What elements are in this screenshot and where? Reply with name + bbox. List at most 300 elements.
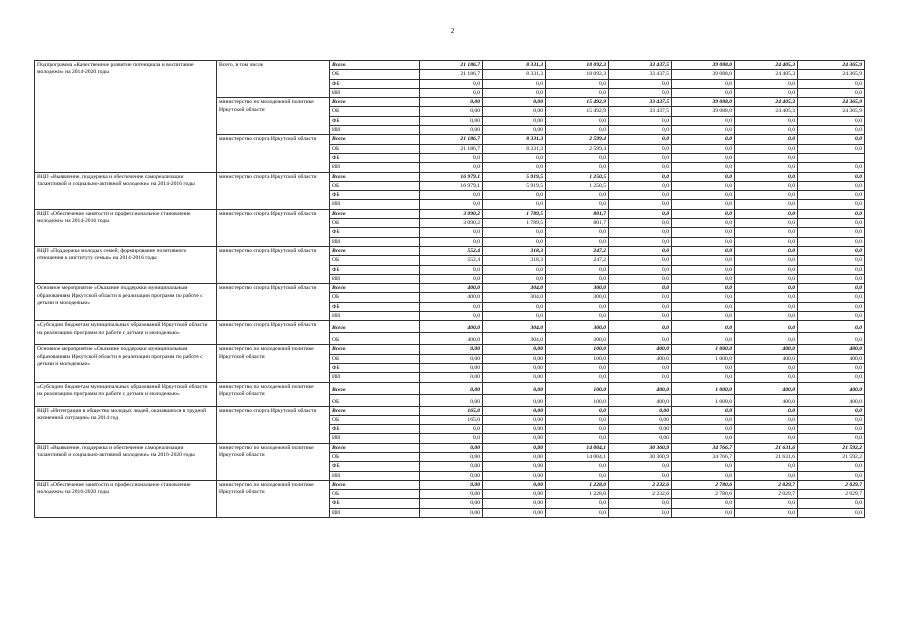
value-cell: 14 004,1 (546, 452, 609, 461)
value-cell: 0,0 (735, 293, 798, 302)
value-cell: 165,0 (420, 415, 483, 424)
funding-source-cell: ОБ (330, 415, 420, 424)
table-row (35, 172, 865, 181)
value-cell: 0,00 (483, 98, 546, 107)
value-cell: 2 780,6 (672, 480, 735, 489)
value-cell: 0,0 (672, 228, 735, 237)
value-cell: 0,0 (546, 363, 609, 372)
value-cell: 0,00 (483, 490, 546, 499)
value-cell: 0,0 (483, 88, 546, 97)
value-cell: 0,0 (546, 116, 609, 125)
value-cell: 1 789,5 (483, 209, 546, 218)
value-cell: 0,0 (546, 163, 609, 172)
value-cell: 0,0 (672, 425, 735, 434)
value-cell: 0,0 (735, 153, 798, 162)
value-cell: 400,0 (735, 394, 798, 406)
value-cell: 0,00 (609, 425, 672, 434)
value-cell: 1 228,0 (546, 490, 609, 499)
program-name-cell: «Субсидии бюджетам муниципальных образований Иркутской области на реализацию программ по работе с детьми и молодежью» (35, 321, 217, 345)
funding-source-cell: ИИ (330, 126, 420, 135)
value-cell: 0,0 (546, 237, 609, 246)
funding-source-cell: Всего (330, 345, 420, 354)
value-cell: 0,00 (420, 394, 483, 406)
value-cell: 0,0 (483, 163, 546, 172)
value-cell: 400,0 (735, 345, 798, 354)
value-cell: 0,0 (672, 116, 735, 125)
value-cell: 0,0 (672, 434, 735, 443)
value-cell: 8 331,3 (483, 135, 546, 144)
value-cell: 0,0 (735, 363, 798, 372)
value-cell: 247,2 (546, 256, 609, 265)
value-cell: 0,0 (798, 135, 865, 144)
funding-source-cell: ФБ (330, 228, 420, 237)
value-cell: 0,0 (735, 302, 798, 311)
value-cell: 0,0 (735, 284, 798, 293)
value-cell: 0,0 (546, 462, 609, 471)
value-cell: 0,00 (483, 452, 546, 461)
value-cell: 0,0 (735, 228, 798, 237)
funding-source-cell: Всего (330, 246, 420, 255)
value-cell: 400,0 (735, 382, 798, 394)
value-cell: 0,00 (420, 508, 483, 517)
funding-source-cell: Всего (330, 61, 420, 70)
funding-source-cell: ОБ (330, 490, 420, 499)
value-cell: 0,0 (546, 126, 609, 135)
value-cell: 0,00 (483, 508, 546, 517)
table-row (35, 480, 865, 489)
value-cell: 33 437,5 (609, 98, 672, 107)
value-cell: 100,0 (546, 345, 609, 354)
value-cell: 0,0 (798, 172, 865, 181)
funding-source-cell: ИИ (330, 237, 420, 246)
value-cell: 39 088,0 (672, 70, 735, 79)
table-row (35, 284, 865, 293)
value-cell: 21 186,7 (420, 135, 483, 144)
value-cell: 0,0 (798, 321, 865, 333)
value-cell: 0,0 (735, 237, 798, 246)
value-cell: 0,00 (420, 373, 483, 382)
value-cell: 0,0 (798, 219, 865, 228)
value-cell: 0,00 (609, 406, 672, 415)
value-cell: 1 228,0 (546, 480, 609, 489)
value-cell: 0,0 (798, 415, 865, 424)
value-cell: 0,0 (798, 256, 865, 265)
value-cell: 0,0 (483, 302, 546, 311)
value-cell: 0,0 (609, 181, 672, 190)
value-cell: 0,0 (483, 312, 546, 321)
funding-source-cell: ИИ (330, 373, 420, 382)
value-cell: 0,0 (609, 191, 672, 200)
value-cell: 16 979,1 (420, 181, 483, 190)
value-cell: 0,0 (798, 499, 865, 508)
budget-table (34, 60, 865, 518)
value-cell: 0,0 (798, 181, 865, 190)
funding-source-cell: ФБ (330, 79, 420, 88)
value-cell: 0,0 (798, 434, 865, 443)
value-cell: 0,0 (798, 116, 865, 125)
funding-source-cell: Всего (330, 135, 420, 144)
value-cell: 300,0 (546, 293, 609, 302)
value-cell: 0,0 (546, 274, 609, 283)
value-cell: 0,0 (672, 126, 735, 135)
value-cell: 0,0 (672, 200, 735, 209)
value-cell: 0,0 (609, 200, 672, 209)
value-cell: 15 492,9 (546, 98, 609, 107)
value-cell: 400,0 (798, 382, 865, 394)
value-cell: 801,7 (546, 209, 609, 218)
value-cell: 0,0 (420, 274, 483, 283)
funding-source-cell: ИИ (330, 508, 420, 517)
value-cell: 0,0 (672, 191, 735, 200)
value-cell: 0,0 (420, 425, 483, 434)
value-cell: 0,0 (735, 312, 798, 321)
value-cell: 0,0 (609, 274, 672, 283)
value-cell: 21 186,7 (420, 144, 483, 153)
value-cell: 0,0 (609, 228, 672, 237)
value-cell: 0,0 (672, 219, 735, 228)
value-cell: 0,0 (735, 116, 798, 125)
funding-source-cell: ИИ (330, 88, 420, 97)
value-cell: 0,0 (798, 265, 865, 274)
table-row (35, 406, 865, 415)
value-cell: 0,0 (609, 284, 672, 293)
value-cell: 0,0 (609, 153, 672, 162)
value-cell: 0,0 (483, 228, 546, 237)
funding-source-cell: Всего (330, 172, 420, 181)
funding-source-cell: ФБ (330, 265, 420, 274)
executor-cell: Всего, в том числе (217, 61, 330, 98)
funding-source-cell: Всего (330, 321, 420, 333)
executor-cell: министерство по молодежной политике Иркутской области (217, 345, 330, 382)
funding-source-cell: ОБ (330, 452, 420, 461)
value-cell: 0,0 (798, 274, 865, 283)
value-cell: 0,00 (420, 452, 483, 461)
value-cell: 0,0 (672, 144, 735, 153)
value-cell: 3 090,2 (420, 209, 483, 218)
funding-source-cell: ИИ (330, 471, 420, 480)
value-cell: 0,0 (546, 434, 609, 443)
value-cell: 0,0 (609, 135, 672, 144)
funding-source-cell: Всего (330, 284, 420, 293)
value-cell: 24 405,3 (735, 70, 798, 79)
value-cell: 400,0 (609, 382, 672, 394)
value-cell: 0,00 (483, 373, 546, 382)
value-cell: 0,0 (546, 373, 609, 382)
funding-source-cell: Всего (330, 209, 420, 218)
value-cell: 400,0 (420, 333, 483, 345)
value-cell: 0,00 (420, 499, 483, 508)
value-cell: 400,0 (798, 394, 865, 406)
value-cell: 0,0 (672, 471, 735, 480)
value-cell: 165,0 (420, 406, 483, 415)
funding-source-cell: ОБ (330, 144, 420, 153)
program-name-cell: Подпрограмма «Качественное развитие потенциала и воспитание молодежи» на 2014-2020 годы (35, 61, 217, 173)
value-cell: 0,0 (798, 462, 865, 471)
value-cell: 0,0 (420, 88, 483, 97)
value-cell: 0,00 (483, 415, 546, 424)
value-cell: 400,0 (420, 284, 483, 293)
value-cell: 304,0 (483, 333, 546, 345)
value-cell: 0,0 (672, 293, 735, 302)
value-cell: 0,0 (798, 363, 865, 372)
value-cell: 0,0 (672, 256, 735, 265)
funding-source-cell: ОБ (330, 354, 420, 363)
value-cell: 0,0 (798, 425, 865, 434)
value-cell: 1 789,5 (483, 219, 546, 228)
value-cell: 0,00 (483, 354, 546, 363)
value-cell: 0,0 (735, 163, 798, 172)
funding-source-cell: ОБ (330, 70, 420, 79)
value-cell: 0,0 (672, 246, 735, 255)
page-number: 2 (450, 27, 455, 35)
value-cell: 33 437,5 (609, 107, 672, 116)
value-cell: 400,0 (609, 354, 672, 363)
value-cell: 0,0 (609, 462, 672, 471)
funding-source-cell: ФБ (330, 462, 420, 471)
executor-cell: министерство спорта Иркутской области (217, 135, 330, 172)
value-cell: 30 360,9 (609, 452, 672, 461)
value-cell: 34 766,7 (672, 443, 735, 452)
value-cell (798, 153, 865, 162)
value-cell: 0,0 (798, 126, 865, 135)
table-row (35, 61, 865, 70)
funding-source-cell: ИИ (330, 163, 420, 172)
value-cell: 1 000,0 (672, 354, 735, 363)
executor-cell: министерство спорта Иркутской области (217, 246, 330, 283)
value-cell: 2 599,4 (546, 144, 609, 153)
value-cell: 0,0 (672, 415, 735, 424)
value-cell: 0,00 (483, 434, 546, 443)
value-cell: 0,0 (798, 471, 865, 480)
value-cell: 0,0 (735, 406, 798, 415)
value-cell: 2 232,6 (609, 490, 672, 499)
table-row (35, 345, 865, 354)
funding-source-cell: ОБ (330, 293, 420, 302)
value-cell: 100,0 (546, 382, 609, 394)
value-cell: 0,0 (609, 508, 672, 517)
value-cell: 0,0 (546, 312, 609, 321)
value-cell: 0,00 (420, 354, 483, 363)
value-cell: 0,0 (735, 425, 798, 434)
value-cell: 400,0 (420, 293, 483, 302)
value-cell: 0,00 (420, 98, 483, 107)
value-cell: 0,00 (483, 480, 546, 489)
value-cell: 0,0 (735, 265, 798, 274)
funding-source-cell: ОБ (330, 394, 420, 406)
value-cell: 0,0 (546, 88, 609, 97)
value-cell: 801,7 (546, 219, 609, 228)
value-cell: 24 405,3 (735, 107, 798, 116)
value-cell: 5 919,5 (483, 172, 546, 181)
funding-source-cell: Всего (330, 480, 420, 489)
value-cell: 552,4 (420, 246, 483, 255)
value-cell: 0,00 (420, 116, 483, 125)
value-cell: 247,2 (546, 246, 609, 255)
table-row (35, 443, 865, 452)
value-cell: 0,0 (672, 135, 735, 144)
value-cell: 0,0 (735, 415, 798, 424)
value-cell: 0,0 (798, 302, 865, 311)
table-body (35, 61, 865, 518)
table-row (35, 382, 865, 394)
value-cell: 0,00 (483, 499, 546, 508)
program-name-cell: ВЦП «Выявление, поддержка и обеспечение самореализации талантливой и социально-активной молодежи» на 2016-2020 годы (35, 443, 217, 480)
program-name-cell: Основное мероприятие «Оказание поддержки муниципальным образованиям Иркутской области в реализации программ по работе с детьми и молодежью» (35, 284, 217, 321)
value-cell: 0,0 (420, 312, 483, 321)
program-name-cell: ВЦП «Выявление, поддержка и обеспечение самореализации талантливой и социально-активной молодежи» на 2014-2016 годы (35, 172, 217, 209)
executor-cell: министерство по молодежной политике Иркутской области (217, 443, 330, 480)
value-cell: 304,0 (483, 293, 546, 302)
value-cell: 0,0 (609, 471, 672, 480)
value-cell: 0,00 (483, 406, 546, 415)
value-cell: 21 186,7 (420, 61, 483, 70)
value-cell: 318,3 (483, 256, 546, 265)
value-cell: 0,0 (609, 163, 672, 172)
value-cell: 0,0 (672, 284, 735, 293)
value-cell: 0,0 (420, 237, 483, 246)
value-cell: 1 250,5 (546, 172, 609, 181)
value-cell: 0,0 (609, 79, 672, 88)
value-cell: 0,0 (672, 462, 735, 471)
value-cell: 0,0 (609, 88, 672, 97)
value-cell: 24 405,3 (735, 61, 798, 70)
value-cell: 0,0 (609, 373, 672, 382)
value-cell: 0,0 (483, 200, 546, 209)
value-cell: 0,0 (672, 406, 735, 415)
value-cell: 0,0 (546, 499, 609, 508)
value-cell: 0,0 (609, 333, 672, 345)
value-cell: 0,00 (483, 394, 546, 406)
value-cell: 0,00 (483, 126, 546, 135)
value-cell: 0,0 (546, 265, 609, 274)
value-cell: 8 331,3 (483, 144, 546, 153)
value-cell: 400,0 (798, 345, 865, 354)
executor-cell: министерство спорта Иркутской области (217, 172, 330, 209)
value-cell: 0,00 (483, 471, 546, 480)
value-cell: 34 766,7 (672, 452, 735, 461)
value-cell: 0,0 (483, 191, 546, 200)
funding-source-cell: ФБ (330, 499, 420, 508)
executor-cell: министерство спорта Иркутской области (217, 406, 330, 443)
value-cell: 0,0 (735, 508, 798, 517)
funding-source-cell: ОБ (330, 219, 420, 228)
value-cell: 0,0 (735, 191, 798, 200)
value-cell: 18 092,3 (546, 61, 609, 70)
value-cell: 2 029,7 (735, 480, 798, 489)
value-cell: 2 232,6 (609, 480, 672, 489)
table-row (35, 321, 865, 333)
value-cell: 0,0 (672, 209, 735, 218)
value-cell: 0,0 (735, 373, 798, 382)
value-cell: 0,0 (609, 172, 672, 181)
value-cell: 0,0 (672, 333, 735, 345)
value-cell: 0,0 (735, 274, 798, 283)
value-cell: 0,0 (609, 126, 672, 135)
value-cell: 30 360,9 (609, 443, 672, 452)
value-cell: 14 004,1 (546, 443, 609, 452)
value-cell: 0,0 (798, 246, 865, 255)
value-cell: 0,0 (546, 406, 609, 415)
value-cell: 100,0 (546, 354, 609, 363)
funding-source-cell: ОБ (330, 107, 420, 116)
value-cell: 0,0 (735, 181, 798, 190)
funding-source-cell: ОБ (330, 333, 420, 345)
value-cell: 0,0 (672, 508, 735, 517)
value-cell: 0,0 (735, 172, 798, 181)
value-cell: 0,0 (798, 284, 865, 293)
value-cell: 0,0 (735, 333, 798, 345)
value-cell: 8 331,3 (483, 70, 546, 79)
value-cell: 0,0 (735, 471, 798, 480)
value-cell: 0,0 (798, 373, 865, 382)
funding-source-cell: ФБ (330, 363, 420, 372)
funding-source-cell: Всего (330, 98, 420, 107)
value-cell: 0,0 (672, 274, 735, 283)
value-cell: 0,0 (609, 256, 672, 265)
executor-cell: министерство спорта Иркутской области (217, 284, 330, 321)
funding-source-cell: ФБ (330, 153, 420, 162)
value-cell: 0,0 (609, 246, 672, 255)
program-name-cell: Основное мероприятие «Оказание поддержки муниципальным образованиям Иркутской области в реализации программ по работе с детьми и молодежью» (35, 345, 217, 382)
value-cell: 0,0 (672, 88, 735, 97)
value-cell: 300,0 (546, 284, 609, 293)
value-cell: 0,0 (609, 499, 672, 508)
value-cell: 0,0 (798, 88, 865, 97)
funding-source-cell: ОБ (330, 256, 420, 265)
value-cell: 0,00 (483, 382, 546, 394)
executor-cell: министерство по молодежной политике Иркутской области (217, 480, 330, 517)
value-cell: 400,0 (609, 345, 672, 354)
value-cell: 33 437,5 (609, 70, 672, 79)
value-cell: 0,00 (420, 363, 483, 372)
value-cell: 0,0 (546, 228, 609, 237)
value-cell: 0,00 (420, 443, 483, 452)
funding-source-cell: ОБ (330, 181, 420, 190)
value-cell: 0,0 (735, 246, 798, 255)
value-cell: 0,0 (483, 153, 546, 162)
program-name-cell: ВЦП «Обеспечение занятости и профессиональное становление молодежи» на 2016-2020 годы (35, 480, 217, 517)
program-name-cell: ВЦП «Обеспечение занятости и профессиональное становление молодежи» на 2014-2016 годы (35, 209, 217, 246)
value-cell: 0,0 (546, 153, 609, 162)
value-cell: 0,0 (735, 144, 798, 153)
value-cell: 0,00 (420, 126, 483, 135)
value-cell: 0,0 (672, 181, 735, 190)
value-cell: 400,0 (609, 394, 672, 406)
value-cell: 0,0 (609, 237, 672, 246)
executor-cell: министерство по молодежной политике Иркутской области (217, 98, 330, 135)
value-cell: 0,0 (735, 209, 798, 218)
value-cell: 0,0 (798, 508, 865, 517)
value-cell: 8 331,3 (483, 61, 546, 70)
value-cell: 0,0 (420, 228, 483, 237)
value-cell: 0,0 (798, 406, 865, 415)
value-cell: 21 631,6 (735, 452, 798, 461)
funding-source-cell: Всего (330, 406, 420, 415)
value-cell: 552,4 (420, 256, 483, 265)
value-cell: 1 000,0 (672, 394, 735, 406)
program-name-cell: «Субсидии бюджетам муниципальных образований Иркутской области на реализацию программ по работе с детьми и молодежью» (35, 382, 217, 406)
executor-cell: министерство по молодежной политике Иркутской области (217, 382, 330, 406)
value-cell: 0,0 (672, 373, 735, 382)
value-cell: 0,0 (546, 200, 609, 209)
value-cell: 0,0 (609, 302, 672, 311)
value-cell: 0,0 (735, 462, 798, 471)
table-row (35, 209, 865, 218)
value-cell: 0,0 (672, 265, 735, 274)
value-cell: 24 365,9 (798, 107, 865, 116)
value-cell: 0,00 (420, 490, 483, 499)
value-cell: 0,0 (609, 219, 672, 228)
